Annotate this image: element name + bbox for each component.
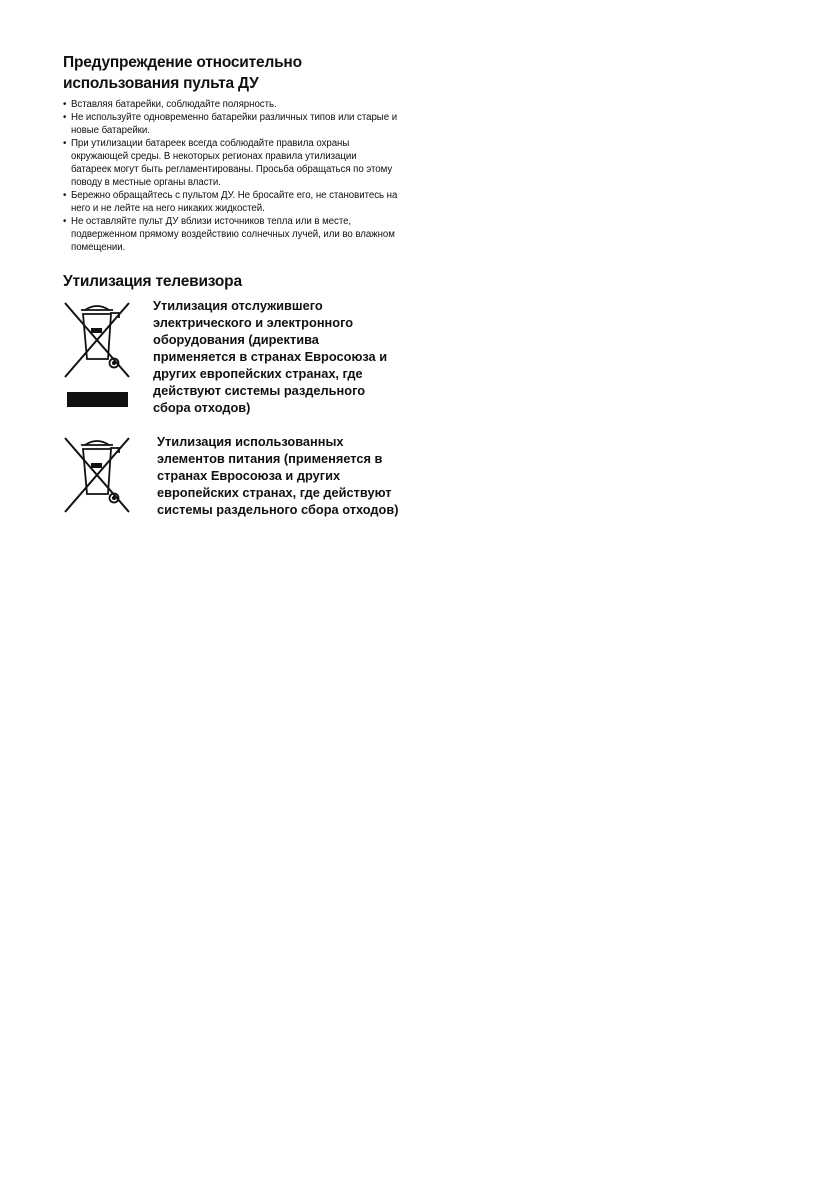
list-item: • Не используйте одновременно батарейки различных типов или старые и новые батарейки. [63, 111, 399, 137]
weee-black-bar [67, 392, 128, 407]
remote-warning-heading-line1: Предупреждение относительно [63, 54, 302, 71]
list-item: • Не оставляйте пульт ДУ вблизи источников тепла или в месте, подверженном прямому воздействию солнечных лучей, или во влажном помещении. [63, 215, 399, 254]
battery-disposal-block [63, 436, 399, 546]
remote-warning-heading [63, 52, 399, 94]
weee-disposal-text: Утилизация отслужившего электрического и электронного оборудования (директива применяется в странах Евросоюза и других европейских странах, где действуют системы раздельного сбора отходов) [153, 298, 388, 415]
crossed-out-wheelie-bin-icon [63, 301, 131, 379]
document-page [63, 52, 399, 546]
remote-warning-heading-line2: использования пульта ДУ [63, 75, 259, 92]
list-item: • Вставляя батарейки, соблюдайте полярность. [63, 98, 399, 111]
list-item: • При утилизации батареек всегда соблюдайте правила охраны окружающей среды. В некоторых регионах правила утилизации батареек могут быть регламентированы. Просьба обращаться по этому поводу в местные органы власти. [63, 137, 399, 189]
list-item: • Бережно обращайтесь с пультом ДУ. Не бросайте его, не становитесь на него и не лейте на него никаких жидкостей. [63, 189, 399, 215]
disposal-heading: Утилизация телевизора [63, 273, 242, 290]
battery-disposal-text: Утилизация использованных элементов питания (применяется в странах Евросоюза и других европейских странах, где действуют системы раздельного сбора отходов) [157, 434, 399, 517]
remote-warning-list [63, 98, 399, 254]
weee-disposal-block [63, 298, 399, 426]
crossed-out-wheelie-bin-icon [63, 436, 131, 514]
